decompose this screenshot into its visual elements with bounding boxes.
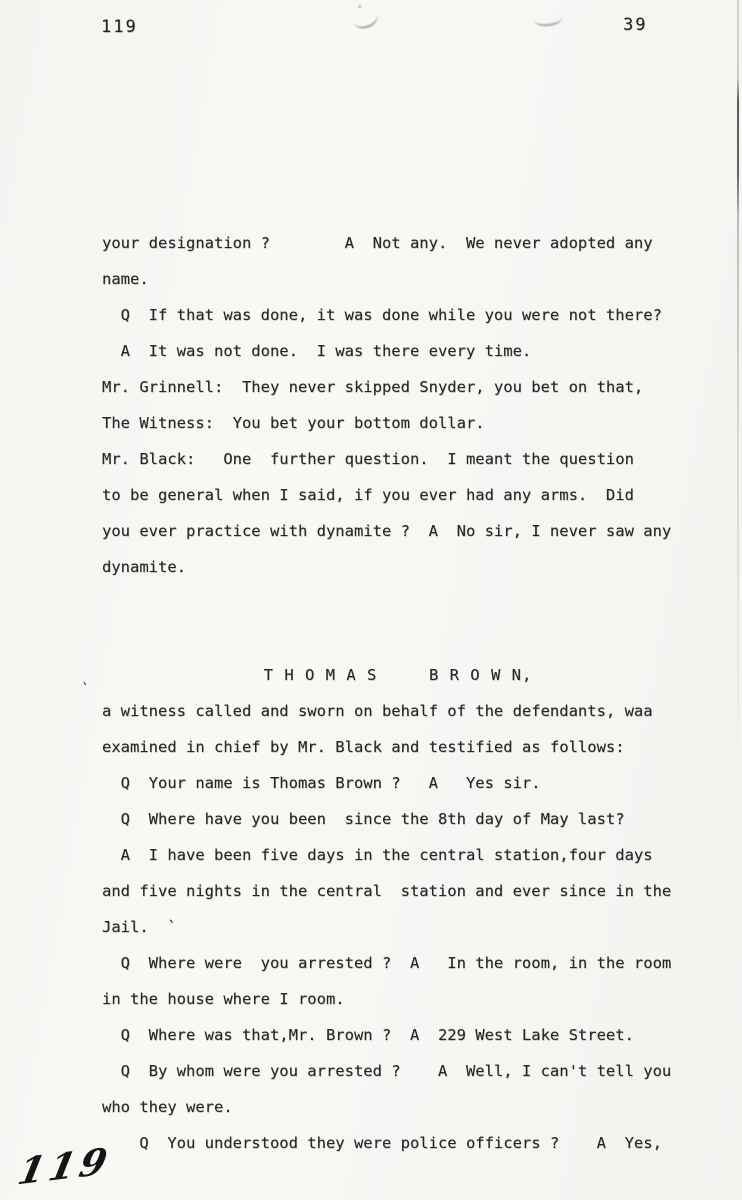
stray-pen-mark: ` — [78, 679, 91, 700]
transcript-line: Q You understood they were police officers ? A Yes, — [102, 1134, 662, 1152]
transcript-line: Q By whom were you arrested ? A Well, I can't tell you — [102, 1062, 672, 1080]
transcript-line — [102, 585, 694, 621]
page-number-top-right: 39 — [623, 15, 648, 35]
handwritten-page-number: 119 — [14, 1138, 116, 1194]
transcript-line: Q Where were you arrested ? A In the room, in the room — [102, 954, 672, 972]
transcript-body — [102, 225, 694, 1161]
transcript-line: Q If that was done, it was done while you were not there? — [102, 306, 662, 324]
transcript-line: you ever practice with dynamite ? A No sir, I never saw any — [102, 522, 672, 540]
transcript-line: who they were. — [102, 1098, 233, 1116]
scan-smudge-mark — [533, 11, 562, 28]
transcript-line: A It was not done. I was there every time. — [102, 342, 532, 360]
transcript-line: and five nights in the central station and ever since in the — [102, 882, 672, 900]
transcript-line: A I have been five days in the central station,four days — [102, 846, 653, 864]
transcript-line: your designation ? A Not any. We never adopted any — [102, 234, 653, 252]
transcript-line: The Witness: You bet your bottom dollar. — [102, 414, 485, 432]
transcript-line: Mr. Grinnell: They never skipped Snyder, you bet on that, — [102, 378, 644, 396]
transcript-line: a witness called and sworn on behalf of the defendants, waa — [102, 702, 653, 720]
transcript-line: name. — [102, 270, 149, 288]
transcript-line: dynamite. — [102, 558, 186, 576]
transcript-line: examined in chief by Mr. Black and testified as follows: — [102, 738, 625, 756]
scan-smudge-mark — [350, 4, 381, 31]
transcript-line: Q Where have you been since the 8th day of May last? — [102, 810, 625, 828]
transcript-line: Jail. ` — [102, 918, 177, 936]
transcript-line: Q Where was that,Mr. Brown ? A 229 West Lake Street. — [102, 1026, 634, 1044]
witness-heading: T H O M A S B R O W N, — [263, 666, 533, 684]
transcript-line: to be general when I said, if you ever had any arms. Did — [102, 486, 634, 504]
transcript-line — [102, 621, 694, 657]
transcript-line: in the house where I room. — [102, 990, 345, 1008]
page-number-top-left: 119 — [101, 17, 138, 37]
transcript-line: Q Your name is Thomas Brown ? A Yes sir. — [102, 774, 541, 792]
scan-edge-line — [737, 0, 739, 780]
transcript-line: Mr. Black: One further question. I meant the question — [102, 450, 634, 468]
